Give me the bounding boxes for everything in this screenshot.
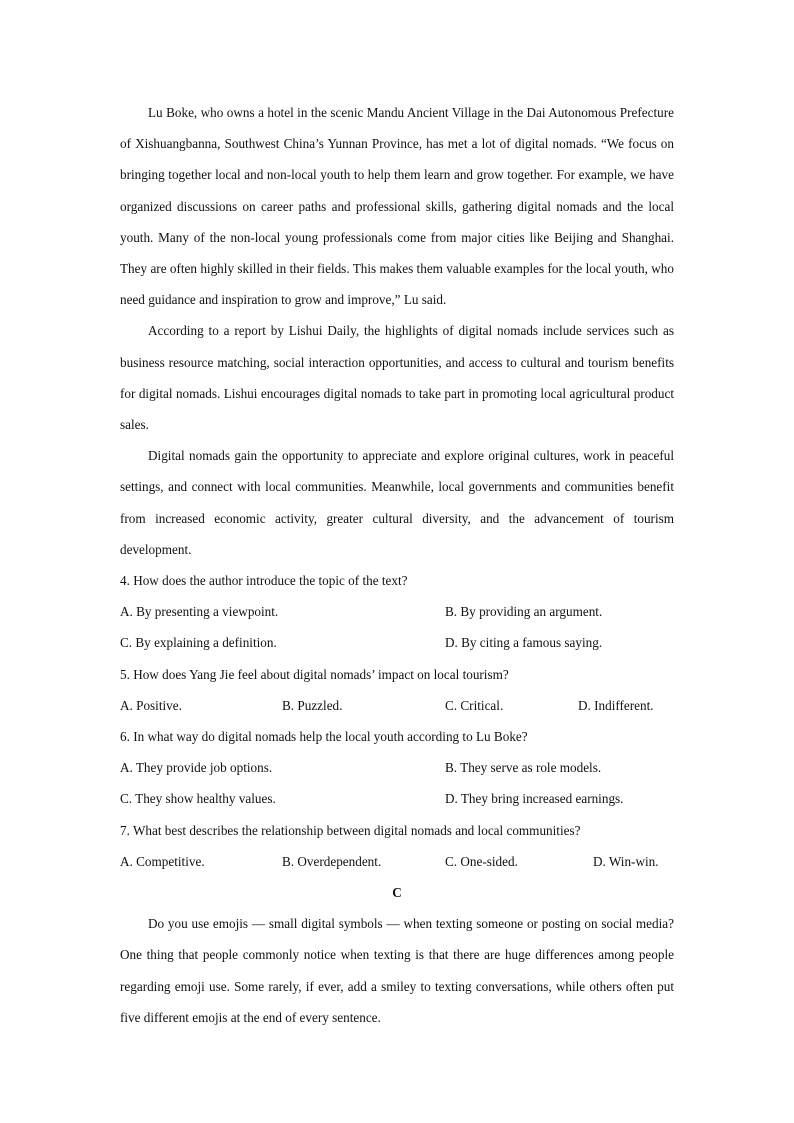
option-a: A. Competitive. [120,853,205,869]
option-a: A. By presenting a viewpoint. [120,604,279,620]
question-stem: 4. How does the author introduce the topic of the text? [120,573,408,589]
option-d: D. By citing a famous saying. [445,635,603,651]
options-row [120,627,674,658]
passage-paragraph: Do you use emojis — small digital symbols — when texting someone or posting on social media? One thing that people commonly notice when texting is that there are huge differences among people regarding emoji use. Some rarely, if ever, add a smiley to texting conversations, while others often put five different emojis at the end of every sentence. [120,916,674,1025]
question-block [120,815,674,877]
passage-paragraph: According to a report by Lishui Daily, the highlights of digital nomads include services such as business resource matching, social interaction opportunities, and access to cultural and tourism benefits for digital nomads. Lishui encourages digital nomads to take part in promoting local agricultural product sales. [120,323,674,433]
option-d: D. Indifferent. [578,697,654,713]
question-stem: 6. In what way do digital nomads help the local youth according to Lu Boke? [120,729,528,745]
option-b: B. They serve as role models. [445,760,602,776]
option-c: C. By explaining a definition. [120,635,277,651]
option-d: D. Win-win. [593,853,659,869]
question-block [120,565,674,659]
option-a: A. They provide job options. [120,760,273,776]
options-row [120,690,674,721]
option-a: A. Positive. [120,697,182,713]
document-page [120,97,674,1033]
options-row [120,596,674,627]
section-title: C [392,884,402,900]
options-row [120,783,674,814]
option-b: B. By providing an argument. [445,604,603,620]
option-c: C. One-sided. [445,853,518,869]
passage-paragraph: Digital nomads gain the opportunity to appreciate and explore original cultures, work in peaceful settings, and connect with local communities. Meanwhile, local governments and communities benefit from increased economic activity, greater cultural diversity, and the advancement of tourism development. [120,448,674,557]
question-stem: 7. What best describes the relationship between digital nomads and local communities? [120,822,581,838]
option-c: C. They show healthy values. [120,791,276,807]
option-b: B. Overdependent. [282,853,382,869]
options-row [120,846,674,877]
option-c: C. Critical. [445,697,504,713]
question-stem: 5. How does Yang Jie feel about digital nomads’ impact on local tourism? [120,666,509,682]
passage-paragraph: Lu Boke, who owns a hotel in the scenic Mandu Ancient Village in the Dai Autonomous Prefecture of Xishuangbanna, Southwest China’s Yunnan Province, has met a lot of digital nomads. “We focus on bringing together local and non-local youth to help them learn and grow together. For example, we have organized discussions on career paths and professional skills, gathering digital nomads and the local youth. Many of the non-local young professionals come from major cities like Beijing and Shanghai. They are often highly skilled in their fields. This makes them valuable examples for the local youth, who need guidance and inspiration to grow and improve,” Lu said. [120,105,674,308]
question-block [120,659,674,721]
option-b: B. Puzzled. [282,697,343,713]
question-block [120,721,674,815]
options-row [120,752,674,783]
option-d: D. They bring increased earnings. [445,791,624,807]
